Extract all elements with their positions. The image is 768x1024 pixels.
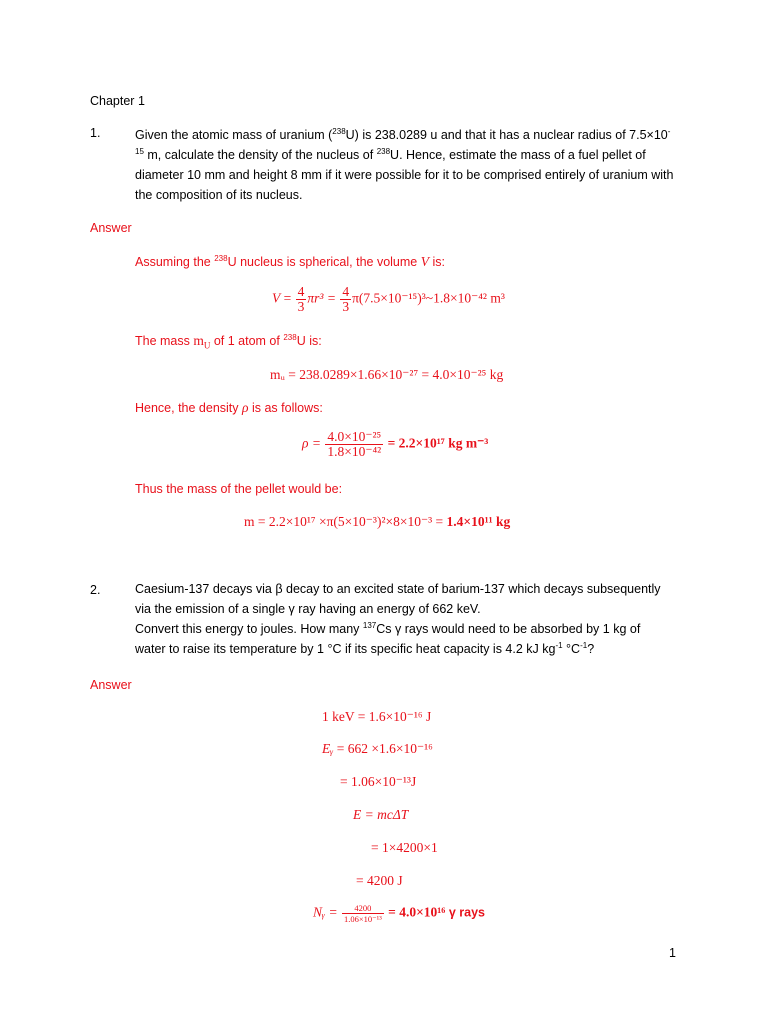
question-2-line-4: water to raise its temperature by 1 °C if its specific heat capacity is 4.2 kJ $kg^{-1}$ $^\circ C^{-1}$?	[135, 640, 595, 656]
answer-1-pellet-intro: Thus the mass of the pellet would be:	[135, 482, 343, 496]
gamma-energy-result: = 1.06×10⁻¹³J	[340, 774, 417, 789]
answer-1-density-intro: Hence, the density ρ is as follows:	[135, 400, 323, 415]
gamma-energy-equation: Eᵧ = 662 ×1.6×10⁻¹⁶	[322, 741, 433, 756]
mass-equation: mᵤ = 238.0289×1.66×10⁻²⁷ = 4.0×10⁻²⁵ kg	[270, 367, 504, 382]
kev-conversion: 1 keV = 1.6×10⁻¹⁶ J	[322, 709, 432, 724]
pellet-mass-equation: m = 2.2×10¹⁷ ×π(5×10⁻³)²×8×10⁻³ = 1.4×10¹¹ kg	[244, 514, 511, 529]
chapter-heading: Chapter 1	[90, 94, 145, 108]
heat-result: = 4200 J	[356, 873, 403, 888]
answer-1-volume-intro: Assuming the $^{238}$U nucleus is spherical, the volume V is:	[135, 253, 445, 269]
answer-1-label: Answer	[90, 221, 132, 235]
page-number: 1	[669, 946, 676, 960]
question-2-line-2: via the emission of a single γ ray having an energy of 662 keV.	[135, 602, 481, 616]
heat-substitution: = 1×4200×1	[371, 840, 438, 855]
answer-2-label: Answer	[90, 678, 132, 692]
question-2-number: 2.	[90, 583, 101, 597]
volume-equation: V = $\frac{4}{3}$ πr³ = $\frac{4}{3}$ π(7.5×10⁻¹⁵)³~1.8×10⁻⁴² m³	[272, 284, 505, 314]
density-equation: ρ = $\frac{\text{4.0×10⁻²⁵}}{\text{1.8×10⁻⁴²}}$ = 2.2×10¹⁷ kg m⁻³	[302, 429, 489, 459]
gamma-count-equation: Nᵧ = $\frac{4200}{\text{1.06×10⁻¹³}}$ = 4.0×10¹⁶ γ rays	[313, 903, 485, 924]
question-1-number: 1.	[90, 126, 101, 140]
question-1-text: Given the atomic mass of uranium ($^{238}$U) is 238.0289 u and that it has a nuclear radius of $7.5\times 10^{-15}$ m, calculate the density of the nucleus of $^{238}$U. Hence, estimate the mass of a fuel pellet of diameter 10 mm and height 8 mm if it were possible for it to be comprised entirely of uranium with the composition of its nucleus.	[135, 126, 674, 202]
heat-equation: E = mcΔT	[353, 807, 409, 822]
question-2-line-3: Convert this energy to joules. How many $^{137}$Cs γ rays would need to be absorbed by 1 kg of	[135, 620, 641, 636]
answer-1-mass-intro: The mass $m_U$ of 1 atom of $^{238}$U is:	[135, 332, 322, 351]
question-2-line-1: Caesium-137 decays via β decay to an excited state of barium-137 which decays subsequently	[135, 582, 661, 596]
